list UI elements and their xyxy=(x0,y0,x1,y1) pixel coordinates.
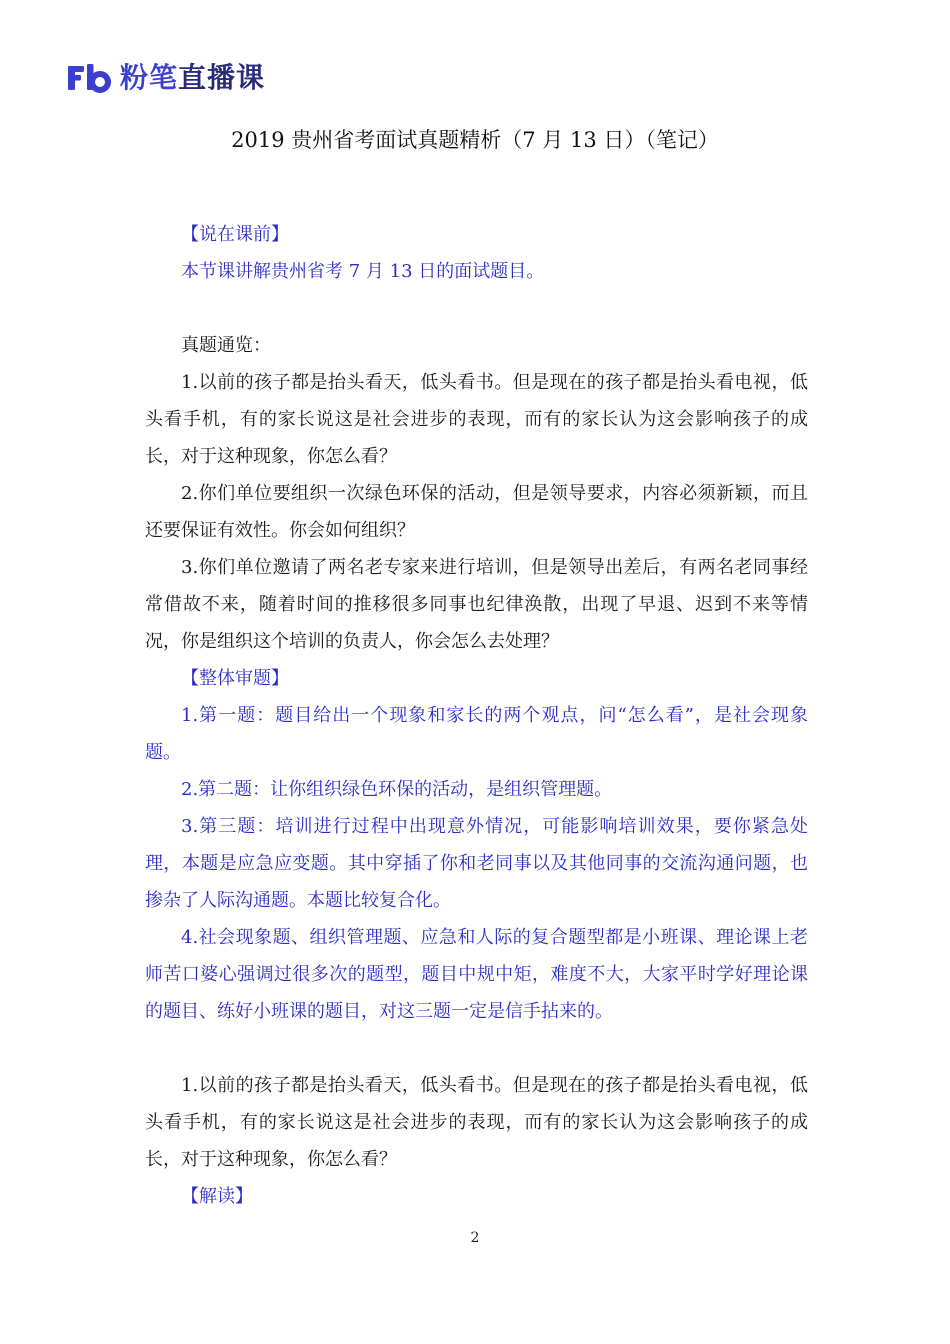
document-title: 2019 贵州省考面试真题精析（7 月 13 日）（笔记） xyxy=(231,128,719,152)
analysis-heading: 【整体审题】 xyxy=(181,668,289,689)
analysis-item-3: 3.第三题：培训进行过程中出现意外情况，可能影响培训效果，要你紧急处理，本题是应急应变题。其中穿插了你和老同事以及其他同事的交流沟通问题，也掺杂了人际沟通题。本题比较复合化。 xyxy=(145,816,808,911)
question-one-text: 1.以前的孩子都是抬头看天，低头看书。但是现在的孩子都是抬头看电视，低头看手机，有的家长说这是社会进步的表现，而有的家长认为这会影响孩子的成长，对于这种现象，你怎么看？ xyxy=(145,1075,808,1170)
analysis-item-2: 2.第二题：让你组织绿色环保的活动，是组织管理题。 xyxy=(181,779,613,800)
logo-brand: 粉笔 xyxy=(120,61,179,94)
analysis-item-1: 1.第一题：题目给出一个现象和家长的两个观点，问“怎么看”，是社会现象题。 xyxy=(145,705,808,763)
logo-product: 直播课 xyxy=(178,61,266,94)
intro-text: 本节课讲解贵州省考 7 月 13 日的面试题目。 xyxy=(181,261,545,282)
overview-question-3: 3.你们单位邀请了两名老专家来进行培训，但是领导出差后，有两名老同事经常借故不来，随着时间的推移很多同事也纪律涣散，出现了早退、迟到不来等情况，你是组织这个培训的负责人，你会怎么去处理？ xyxy=(145,557,808,652)
logo-text xyxy=(120,60,265,96)
logo xyxy=(66,60,265,96)
document-body xyxy=(145,216,808,1215)
spacer xyxy=(145,290,808,327)
fenbi-logo-icon xyxy=(66,60,112,96)
interpretation-heading: 【解读】 xyxy=(181,1186,253,1207)
overview-question-1: 1.以前的孩子都是抬头看天，低头看书。但是现在的孩子都是抬头看电视，低头看手机，有的家长说这是社会进步的表现，而有的家长认为这会影响孩子的成长，对于这种现象，你怎么看？ xyxy=(145,372,808,467)
spacer xyxy=(145,1030,808,1067)
overview-label: 真题通览： xyxy=(181,335,271,356)
intro-heading: 【说在课前】 xyxy=(181,224,289,245)
page-number: 2 xyxy=(470,1230,480,1246)
analysis-item-4: 4.社会现象题、组织管理题、应急和人际的复合题型都是小班课、理论课上老师苦口婆心强调过很多次的题型，题目中规中矩，难度不大，大家平时学好理论课的题目、练好小班课的题目，对这三题一定是信手拈来的。 xyxy=(145,927,808,1022)
overview-question-2: 2.你们单位要组织一次绿色环保的活动，但是领导要求，内容必须新颖，而且还要保证有效性。你会如何组织？ xyxy=(145,483,808,541)
